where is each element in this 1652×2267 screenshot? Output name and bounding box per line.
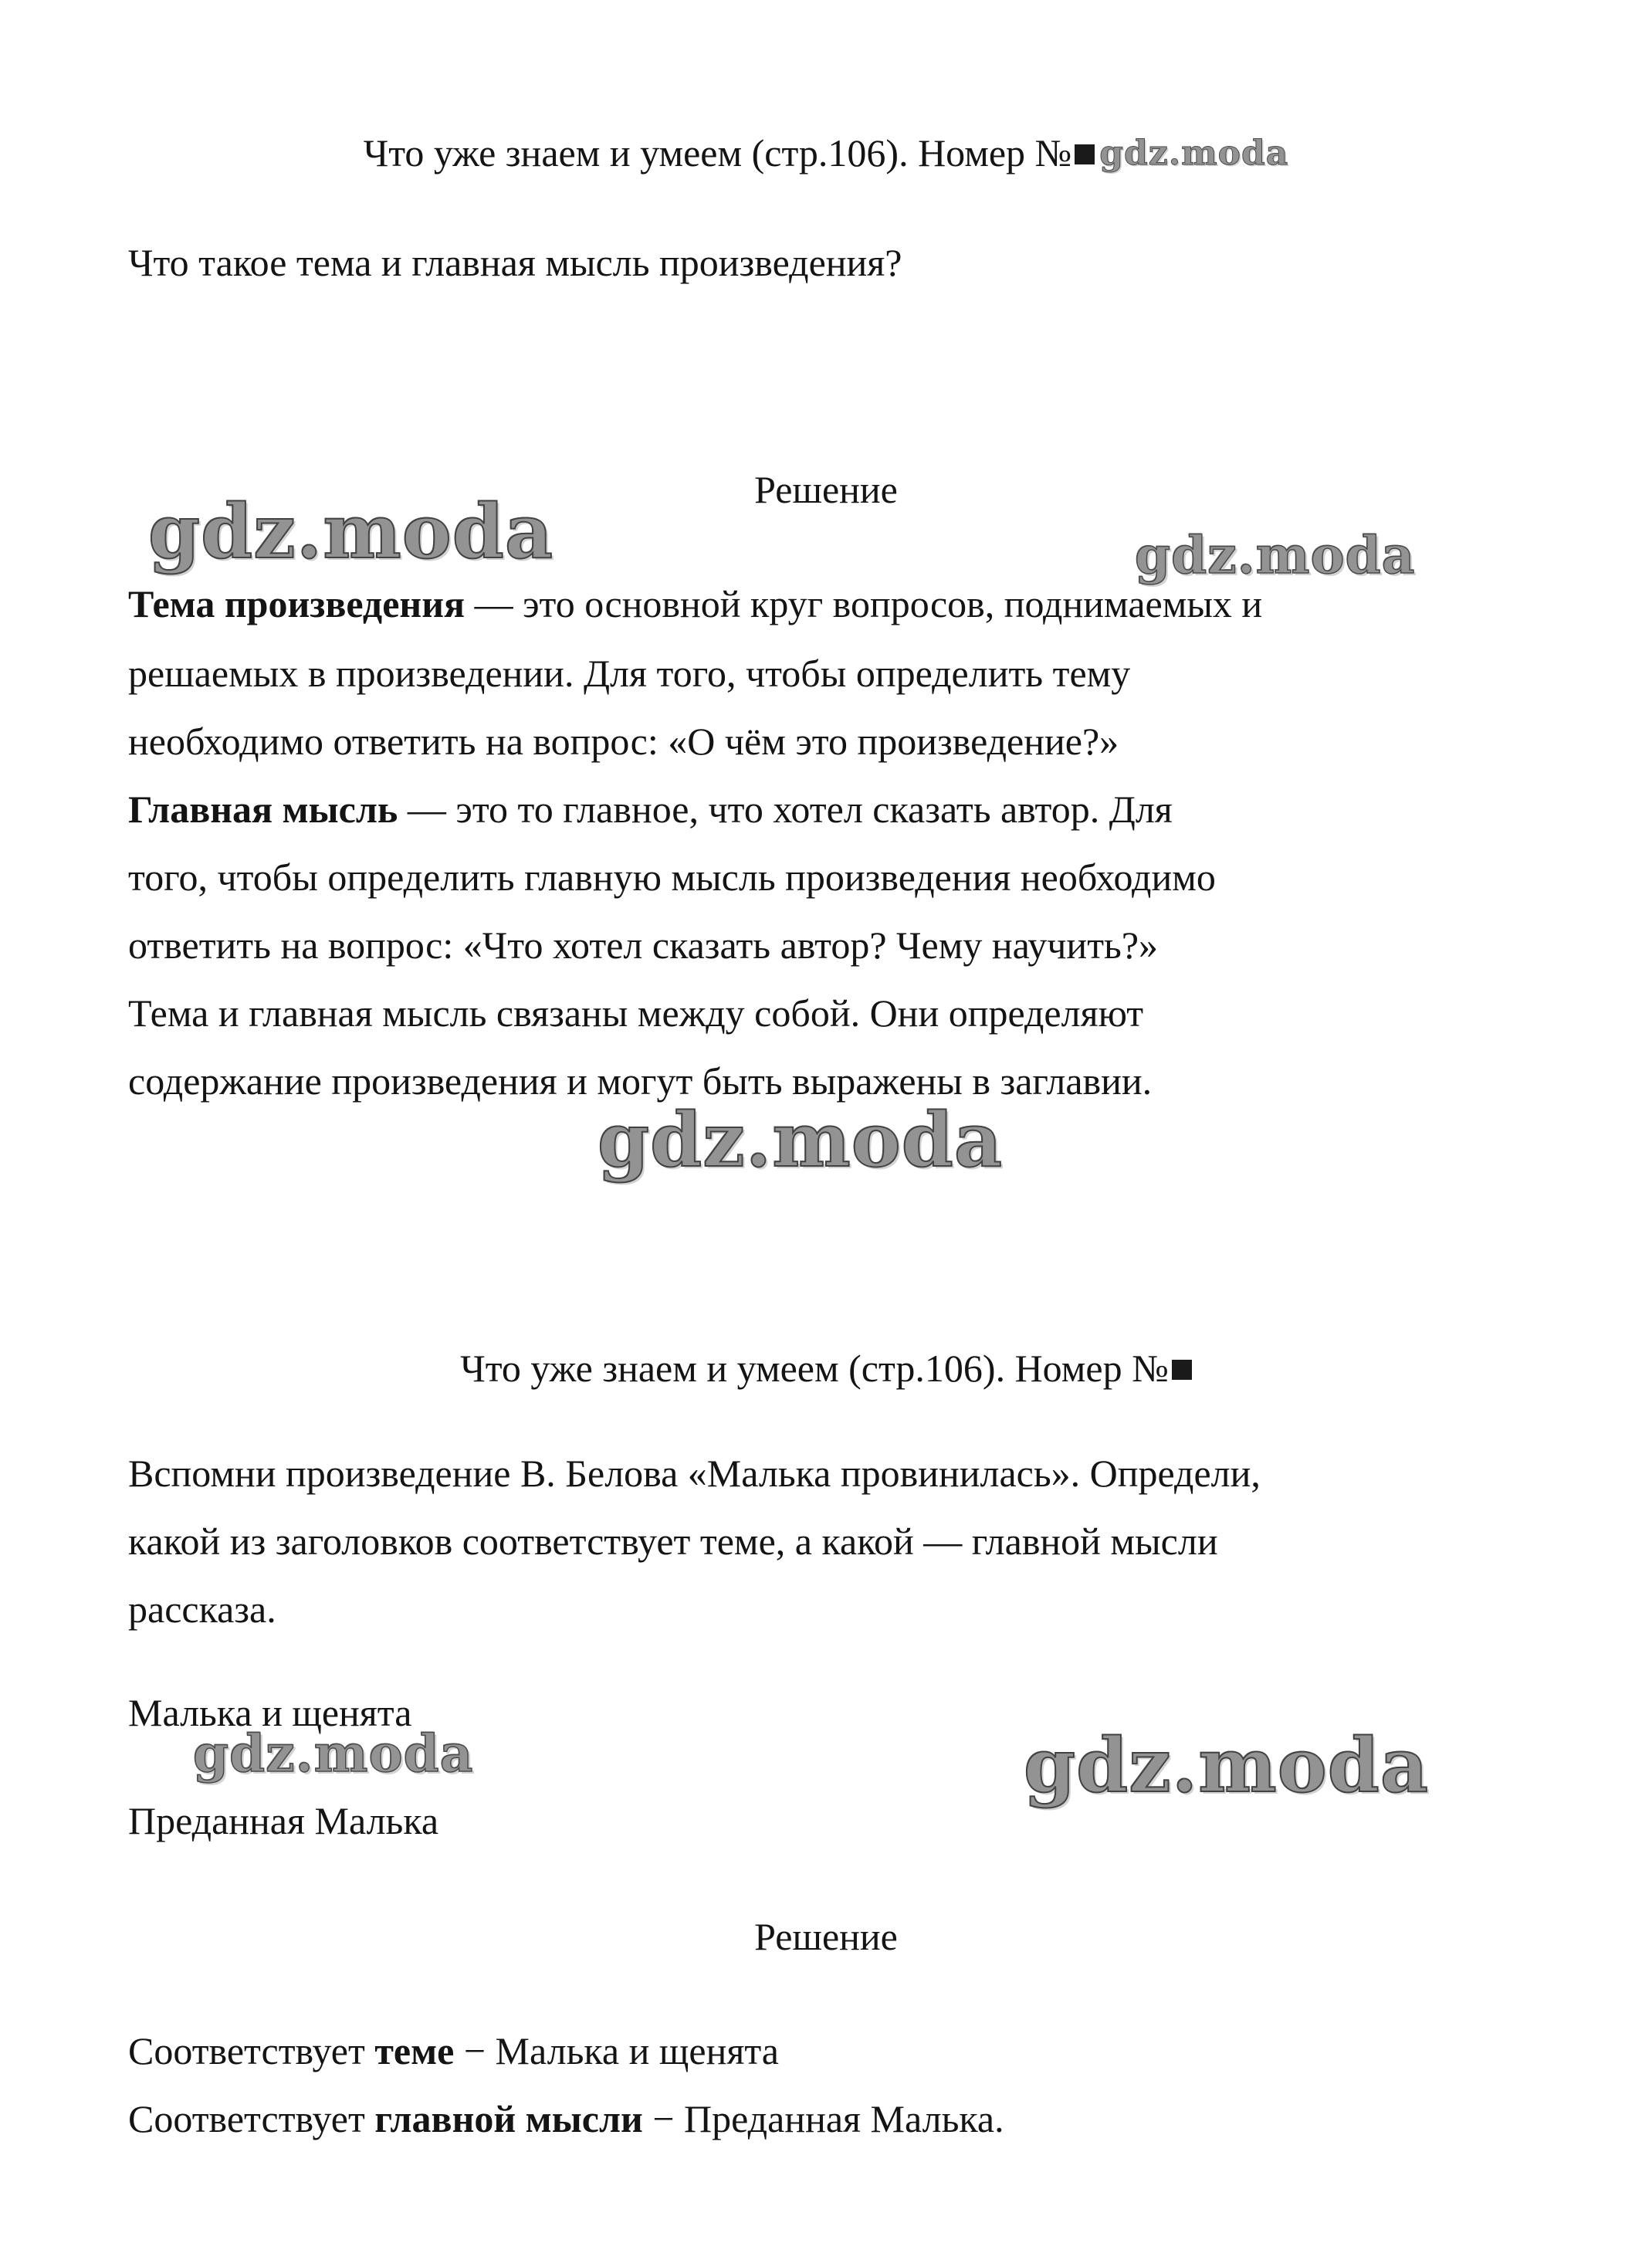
term-main-idea: Главная мысль — [128, 788, 398, 831]
answer-text: — это основной круг вопросов, поднимаемых и — [465, 582, 1263, 625]
section2-header-text: Что уже знаем и умеем (стр.106). Номер № — [460, 1347, 1169, 1390]
section1-answer-line8: содержание произведения и могут быть выражены в заглавии. — [128, 1059, 1153, 1103]
answer-text: − Преданная Малька. — [642, 2097, 1004, 2140]
section1-answer-line6: ответить на вопрос: «Что хотел сказать автор? Чему научить?» — [128, 923, 1159, 967]
watermark-logo: gdz.moda — [1135, 525, 1416, 585]
watermark-logo: gdz.moda — [1024, 1722, 1430, 1809]
term-theme: теме — [374, 2029, 455, 2072]
section1-solution-label: Решение — [754, 468, 898, 511]
watermark-logo: gdz.moda — [148, 488, 554, 575]
section2-header — [0, 1345, 1652, 1391]
watermark-inline: gdz.moda — [1099, 134, 1289, 173]
watermark-logo: gdz.moda — [597, 1096, 1004, 1184]
option-title-2: Преданная Малька — [128, 1799, 439, 1842]
answer-text: — это то главное, что хотел сказать автор. Для — [398, 788, 1173, 831]
section2-question-line1: Вспомни произведение В. Белова «Малька провинилась». Определи, — [128, 1452, 1261, 1495]
answer-text: − Малька и щенята — [454, 2029, 779, 2072]
section2-solution-label: Решение — [754, 1915, 898, 1958]
section1-header — [0, 130, 1652, 178]
section1-answer-line5: того, чтобы определить главную мысль произведения необходимо — [128, 856, 1216, 899]
option-title-1: Малька и щенята — [128, 1691, 412, 1734]
section1-answer-line3: необходимо ответить на вопрос: «О чём это произведение?» — [128, 720, 1119, 763]
section1-answer-line4 — [128, 786, 1173, 832]
section2-answer-line1 — [128, 2028, 779, 2074]
term-theme: Тема произведения — [128, 582, 465, 625]
number-placeholder-mark — [1075, 144, 1095, 164]
section1-answer-line2: решаемых в произведении. Для того, чтобы определить тему — [128, 652, 1131, 695]
number-placeholder-mark — [1172, 1360, 1192, 1380]
section1-question: Что такое тема и главная мысль произведения? — [128, 241, 902, 284]
answer-text: Соответствует — [128, 2097, 375, 2140]
section1-answer-line1 — [128, 581, 1262, 627]
section1-header-text: Что уже знаем и умеем (стр.106). Номер № — [363, 131, 1072, 175]
section1-answer-line7: Тема и главная мысль связаны между собой. Они определяют — [128, 991, 1144, 1035]
section2-question-line3: рассказа. — [128, 1588, 276, 1631]
term-main-idea: главной мысли — [374, 2097, 643, 2140]
answer-text: Соответствует — [128, 2029, 375, 2072]
watermark-logo: gdz.moda — [193, 1723, 474, 1784]
section2-question-line2: какой из заголовков соответствует теме, а какой — главной мысли — [128, 1520, 1218, 1563]
section2-answer-line2 — [128, 2096, 1004, 2142]
